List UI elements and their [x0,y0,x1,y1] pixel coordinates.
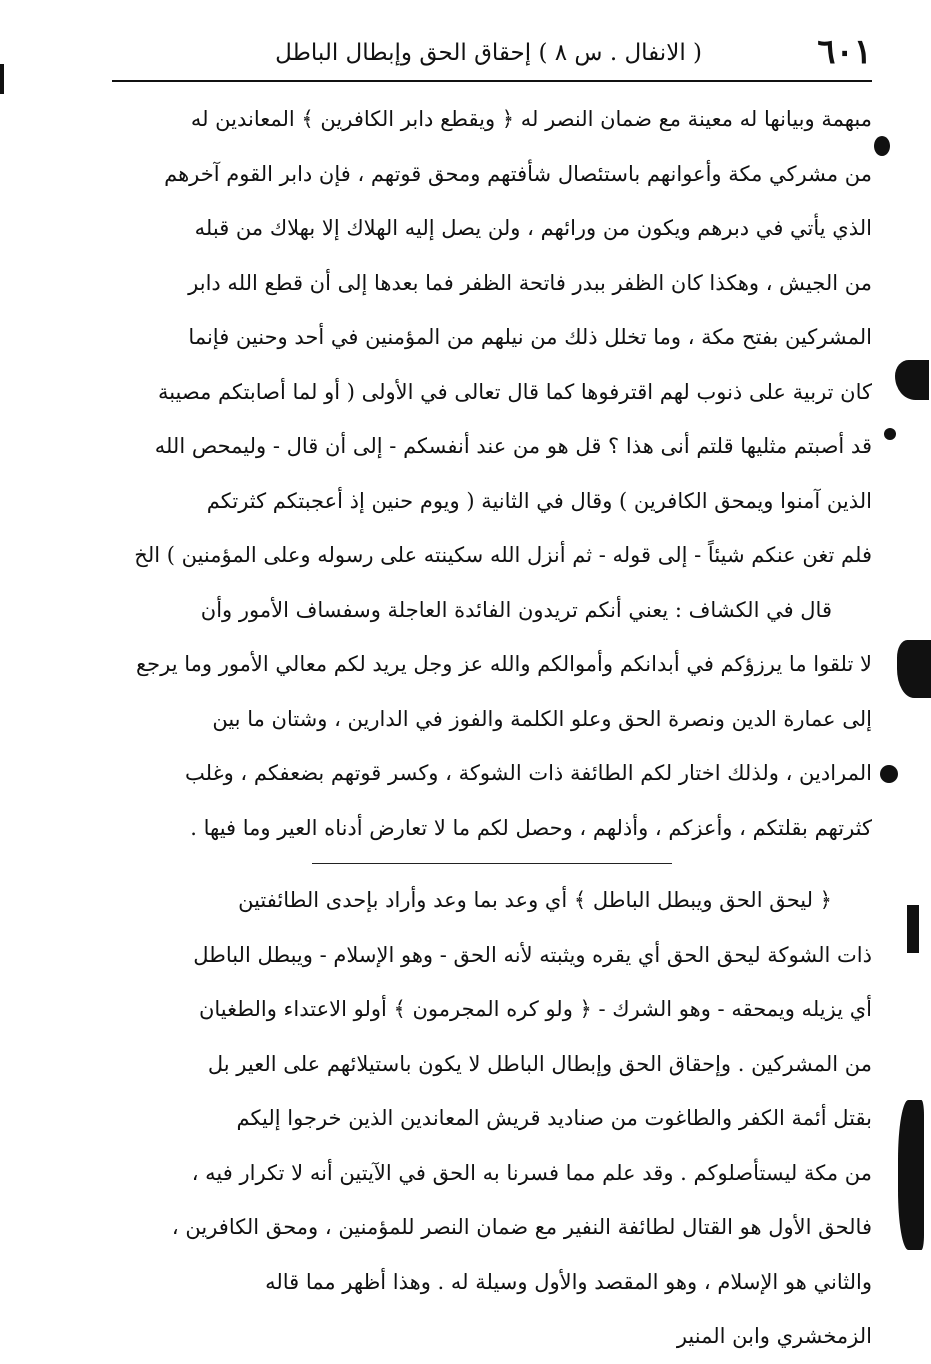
text-line: والثاني هو الإسلام ، وهو المقصد والأول وسيلة له . وهذا أظهر مما قاله [265,1269,872,1294]
section-separator [112,855,872,873]
body-text [112,92,872,1364]
scan-ink-blot [895,360,929,400]
scan-ink-blot [880,765,898,783]
text-line: إلى عمارة الدين ونصرة الحق وعلو الكلمة والفوز في الدارين ، وشتان ما بين [212,706,872,731]
text-line: بقتل أئمة الكفر والطاغوت من صناديد قريش المعاندين الذين خرجوا إليكم [236,1106,872,1130]
scan-ink-blot [907,905,919,953]
scan-ink-blot [0,64,4,94]
text-line: من مكة ليستأصلوكم . وقد علم مما فسرنا به الحق في الآيتين أنه لا تكرار فيه ، [191,1160,872,1185]
text-line: من المشركين . وإحقاق الحق وإبطال الباطل لا يكون باستيلائهم على العير بل [207,1051,872,1076]
text-line: من الجيش ، وهكذا كان الظفر ببدر فاتحة الظفر فما بعدها إلى أن قطع الله دابر [188,270,872,295]
text-line: كان تربية على ذنوب لهم اقترفوها كما قال تعالى في الأولى ( أو لما أصابتكم مصيبة [157,379,872,404]
running-title: ( الانفال . س ٨ ) إحقاق الحق وإبطال الباطل [275,40,702,66]
text-line: قد أصبتم مثليها قلتم أنى هذا ؟ قل هو من عند أنفسكم - إلى أن قال - وليمحص الله [154,434,872,458]
scan-ink-blot [884,428,896,440]
header-rule [112,80,872,82]
text-line: الذين آمنوا ويمحق الكافرين ) وقال في الثانية ( ويوم حنين إذ أعجبتكم كثرتكم [206,488,872,513]
text-line: قال في الكشاف : يعني أنكم تريدون الفائدة العاجلة وسفساف الأمور وأن [200,597,832,622]
text-line: المشركين بفتح مكة ، وما تخلل ذلك من نيلهم من المؤمنين في أحد وحنين فإنما [188,325,872,349]
page-number: ٦٠١ [817,32,872,72]
text-line: الذي يأتي في دبرهم ويكون من ورائهم ، ولن يصل إليه الهلاك إلا بهلاك من قبله [194,216,872,240]
text-line: ﴿ ليحق الحق ويبطل الباطل ﴾ أي وعد بما وعد وأراد بإحدى الطائفتين [238,888,832,912]
text-line: كثرتهم بقلتكم ، وأعزكم ، وأذلهم ، وحصل لكم ما لا تعارض أدناه العير وما فيها . [190,815,872,840]
text-line: الزمخشري وابن المنير [676,1324,872,1348]
scan-ink-blot [898,1100,924,1250]
text-line: أي يزيله ويمحقه - وهو الشرك - ﴿ ولو كره المجرمون ﴾ أولو الاعتداء والطغيان [198,997,872,1021]
text-line: المرادين ، ولذلك اختار لكم الطائفة ذات الشوكة ، وكسر قوتهم بضعفكم ، وغلب [185,761,872,785]
text-line: من مشركي مكة وأعوانهم باستئصال شأفتهم ومحق قوتهم ، فإن دابر القوم آخرهم [164,161,872,186]
text-line: فالحق الأول هو القتال لطائفة النفير مع ضمان النصر للمؤمنين ، ومحق الكافرين ، [171,1215,872,1239]
scan-ink-blot [897,640,931,698]
text-line: لا تلقوا ما يرزؤكم في أبدانكم وأموالكم والله عز وجل يريد لكم معالي الأمور وما يرجع [135,652,872,676]
text-line: فلم تغن عنكم شيئاً - إلى قوله - ثم أنزل الله سكينته على رسوله وعلى المؤمنين ) الخ [134,543,872,567]
text-line: ذات الشوكة ليحق الحق أي يقره ويثبته لأنه الحق - وهو الإسلام - ويبطل الباطل [193,942,872,967]
scan-ink-blot [874,136,890,156]
page-header [112,30,872,80]
text-line: مبهمة وبيانها له معينة مع ضمان النصر له ﴿ ويقطع دابر الكافرين ﴾ المعاندين له [190,107,872,131]
